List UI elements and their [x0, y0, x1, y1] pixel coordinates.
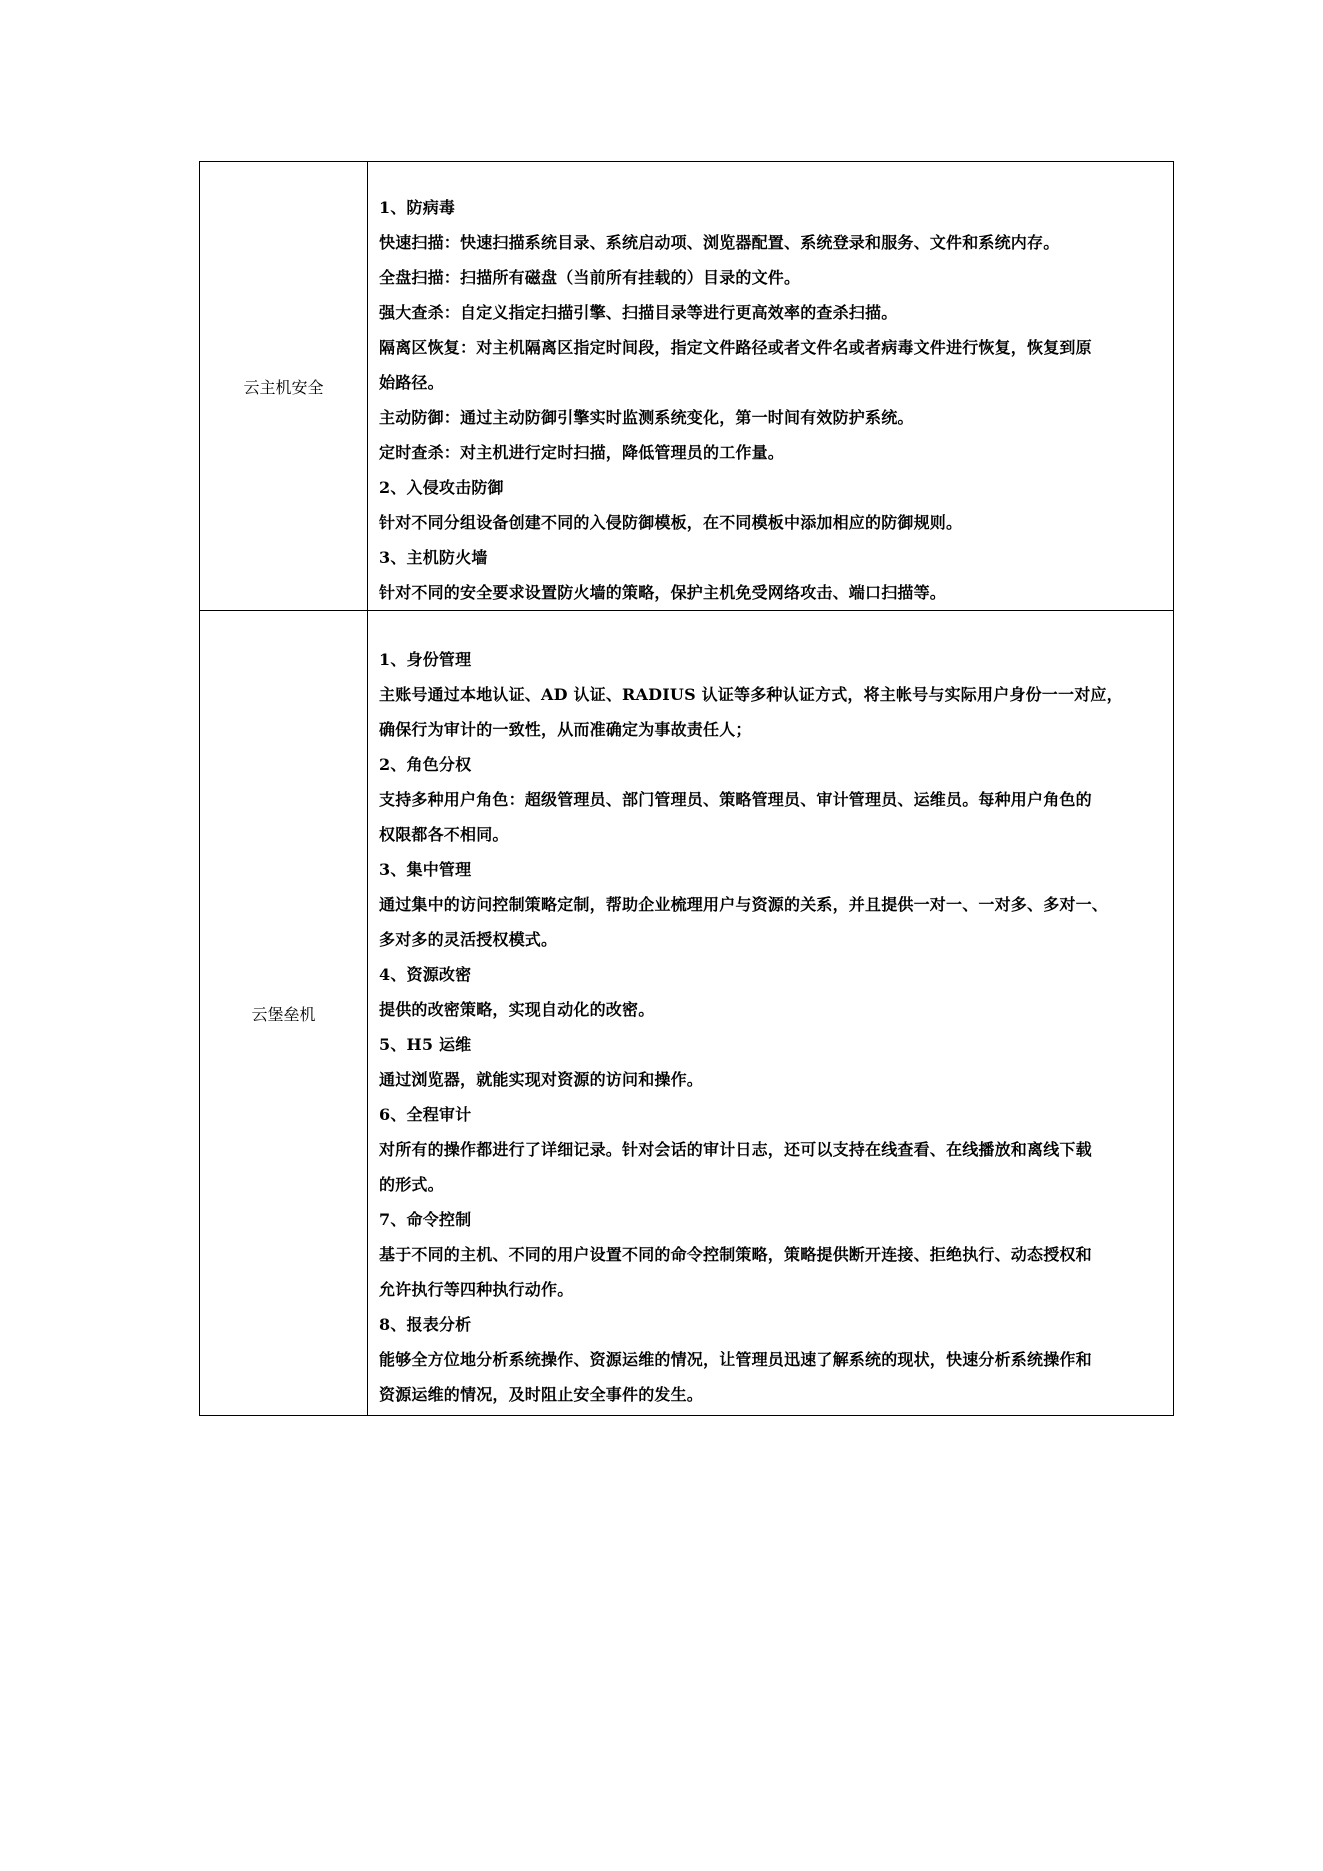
content-line: 主账号通过本地认证、AD 认证、RADIUS 认证等多种认证方式，将主帐号与实际用户身份一一对应，	[379, 685, 1123, 704]
content-line: 1、防病毒	[379, 198, 456, 217]
content-line: 针对不同的安全要求设置防火墙的策略，保护主机免受网络攻击、端口扫描等。	[379, 583, 947, 602]
content-line: 4、资源改密	[379, 965, 472, 984]
content-line: 允许执行等四种执行动作。	[379, 1280, 574, 1299]
row-content-cell	[368, 162, 1174, 611]
content-line: 隔离区恢复：对主机隔离区指定时间段，指定文件路径或者文件名或者病毒文件进行恢复，恢复到原	[379, 338, 1092, 357]
row-label-cell	[200, 611, 368, 1416]
content-line: 全盘扫描：扫描所有磁盘（当前所有挂载的）目录的文件。	[379, 268, 801, 287]
content-line: 基于不同的主机、不同的用户设置不同的命令控制策略，策略提供断开连接、拒绝执行、动态授权和	[379, 1245, 1092, 1264]
content-line: 1、身份管理	[379, 650, 472, 669]
feature-table	[199, 161, 1174, 1416]
content-line: 提供的改密策略，实现自动化的改密。	[379, 1000, 655, 1019]
content-line: 能够全方位地分析系统操作、资源运维的情况，让管理员迅速了解系统的现状，快速分析系统操作和	[379, 1350, 1092, 1369]
content-line: 6、全程审计	[379, 1105, 472, 1124]
content-line: 8、报表分析	[379, 1315, 472, 1334]
content-line: 3、集中管理	[379, 860, 472, 879]
content-line: 资源运维的情况，及时阻止安全事件的发生。	[379, 1385, 704, 1404]
content-line: 针对不同分组设备创建不同的入侵防御模板，在不同模板中添加相应的防御规则。	[379, 513, 963, 532]
content-line: 主动防御：通过主动防御引擎实时监测系统变化，第一时间有效防护系统。	[379, 408, 914, 427]
content-line: 通过集中的访问控制策略定制，帮助企业梳理用户与资源的关系，并且提供一对一、一对多、多对一、	[379, 895, 1109, 914]
content-line: 通过浏览器，就能实现对资源的访问和操作。	[379, 1070, 704, 1089]
content-line: 的形式。	[379, 1175, 444, 1194]
content-line: 多对多的灵活授权模式。	[379, 930, 558, 949]
content-line: 始路径。	[379, 373, 444, 392]
row-label: 云主机安全	[243, 377, 324, 397]
row-label-cell	[200, 162, 368, 611]
content-line: 2、入侵攻击防御	[379, 478, 504, 497]
content-line: 7、命令控制	[379, 1210, 472, 1229]
content-line: 5、H5 运维	[379, 1035, 472, 1054]
row-label: 云堡垒机	[251, 1004, 316, 1024]
content-line: 支持多种用户角色：超级管理员、部门管理员、策略管理员、审计管理员、运维员。每种用户角色的	[379, 790, 1092, 809]
content-line: 快速扫描：快速扫描系统目录、系统启动项、浏览器配置、系统登录和服务、文件和系统内存。	[379, 233, 1060, 252]
row-content-cell	[368, 611, 1174, 1416]
content-line: 3、主机防火墙	[379, 548, 488, 567]
content-line: 确保行为审计的一致性，从而准确定为事故责任人；	[379, 720, 752, 739]
table-row-cloud-bastion-host	[200, 611, 1174, 1416]
content-line: 2、角色分权	[379, 755, 472, 774]
content-line: 强大查杀：自定义指定扫描引擎、扫描目录等进行更高效率的查杀扫描。	[379, 303, 898, 322]
content-line: 对所有的操作都进行了详细记录。针对会话的审计日志，还可以支持在线查看、在线播放和离线下载	[379, 1140, 1092, 1159]
table-row-cloud-host-security	[200, 162, 1174, 611]
content-line: 定时查杀：对主机进行定时扫描，降低管理员的工作量。	[379, 443, 785, 462]
content-line: 权限都各不相同。	[379, 825, 509, 844]
